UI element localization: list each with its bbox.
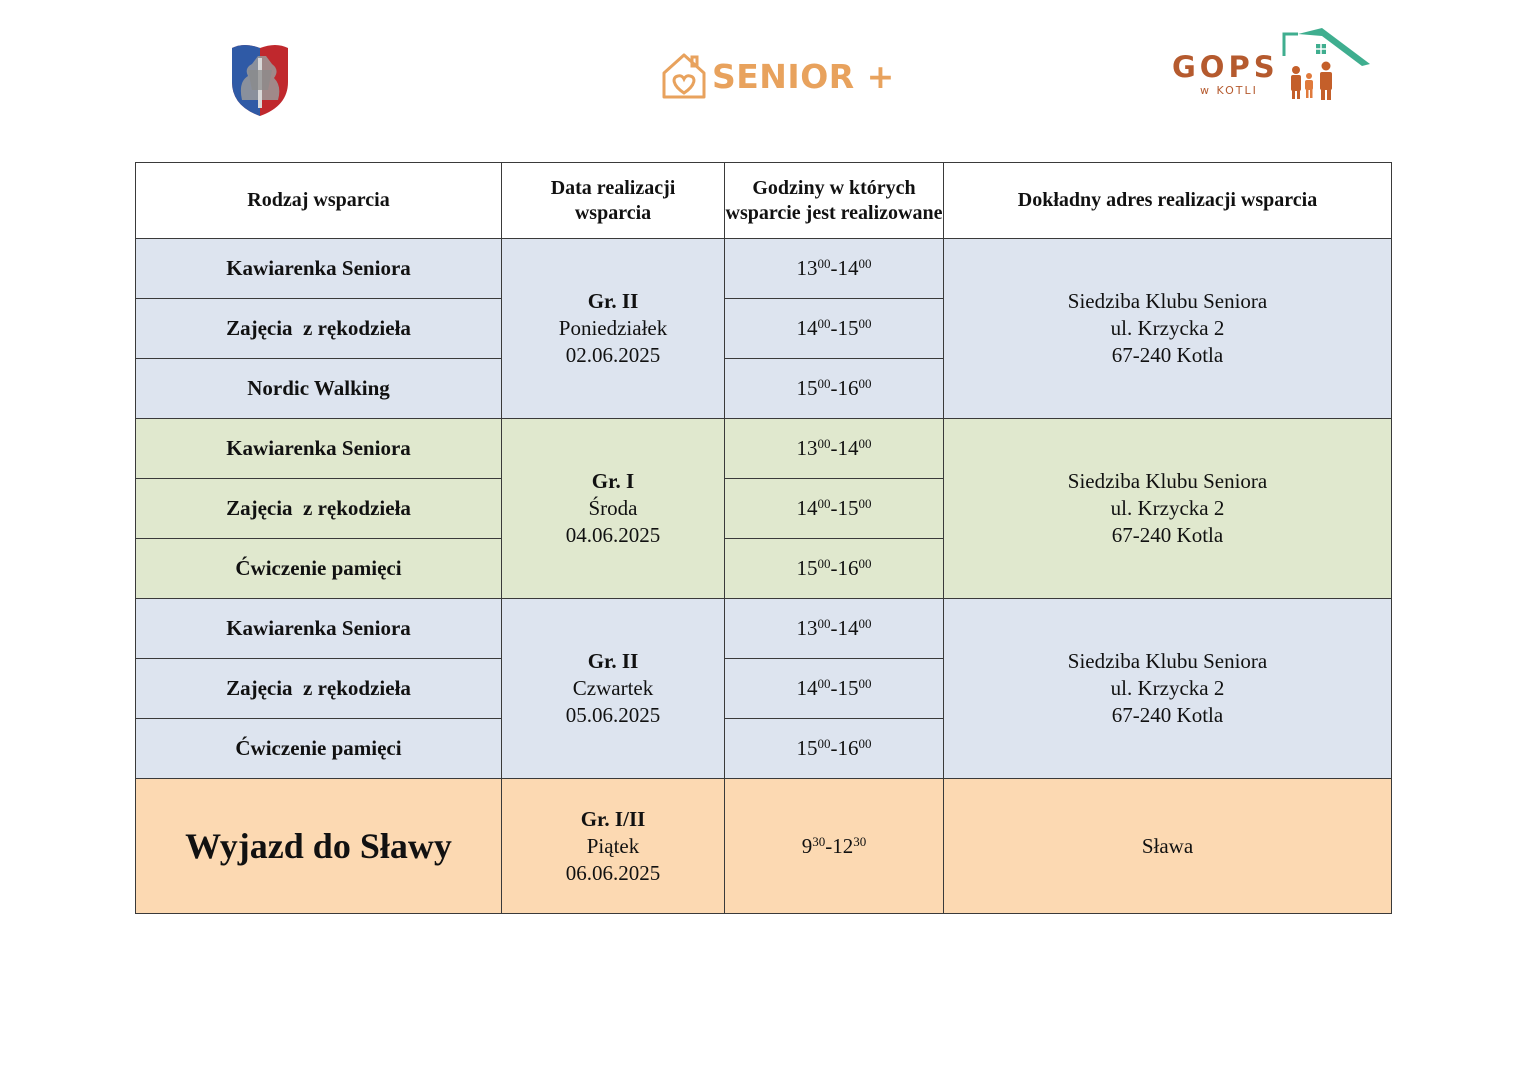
header-godziny: Godziny w których wsparcie jest realizowane: [725, 163, 944, 239]
house-heart-icon: [660, 51, 710, 101]
coat-of-arms-logo: [228, 42, 292, 118]
hours-cell: $14^{00}-15^{00}$: [725, 659, 944, 719]
activity-cell: Zajęcia z rękodzieła: [136, 299, 502, 359]
trip-date-cell: [502, 779, 725, 914]
activity-cell: Nordic Walking: [136, 359, 502, 419]
table-row: [136, 599, 1392, 659]
hours-cell: $14^{00}-15^{00}$: [725, 479, 944, 539]
hours-cell: $14^{00}-15^{00}$: [725, 299, 944, 359]
trip-address-cell: Sława: [944, 779, 1392, 914]
hours-cell: $15^{00}-16^{00}$: [725, 359, 944, 419]
activity-cell: Kawiarenka Seniora: [136, 599, 502, 659]
group-label: Gr. II: [587, 649, 639, 673]
trip-hours-cell: $9^{30}-12^{30}$: [725, 779, 944, 914]
address-cell: Siedziba Klubu Seniora ul. Krzycka 2 67-240 Kotla: [944, 599, 1392, 779]
gops-subtitle: w KOTLI: [1200, 84, 1258, 97]
activity-cell: Ćwiczenie pamięci: [136, 719, 502, 779]
header-row: [136, 163, 1392, 239]
group-label: Gr. I/II: [580, 806, 646, 831]
address-cell: Siedziba Klubu Seniora ul. Krzycka 2 67-240 Kotla: [944, 419, 1392, 599]
date-label: 05.06.2025: [565, 703, 661, 727]
gops-logo: [1170, 26, 1370, 104]
hours-cell: $13^{00}-14^{00}$: [725, 599, 944, 659]
table-row: [136, 419, 1392, 479]
activity-cell: Zajęcia z rękodzieła: [136, 479, 502, 539]
day-label: Piątek: [586, 833, 640, 858]
activity-cell: Zajęcia z rękodzieła: [136, 659, 502, 719]
gops-wordmark: GOPS: [1172, 50, 1279, 84]
hours-cell: $13^{00}-14^{00}$: [725, 239, 944, 299]
date-cell: [502, 419, 725, 599]
date-label: 06.06.2025: [565, 860, 661, 885]
header-rodzaj-wsparcia: Rodzaj wsparcia: [136, 163, 502, 239]
table-row: [136, 239, 1392, 299]
family-house-icon: [1278, 26, 1370, 102]
hours-cell: $13^{00}-14^{00}$: [725, 419, 944, 479]
address-cell: Siedziba Klubu Seniora ul. Krzycka 2 67-240 Kotla: [944, 239, 1392, 419]
header-adres: Dokładny adres realizacji wsparcia: [944, 163, 1392, 239]
date-label: 04.06.2025: [565, 523, 661, 547]
hours-cell: $15^{00}-16^{00}$: [725, 719, 944, 779]
schedule-table: [135, 162, 1392, 914]
date-cell: [502, 599, 725, 779]
date-label: 02.06.2025: [565, 343, 661, 367]
day-label: Czwartek: [572, 676, 654, 700]
senior-plus-logo: [660, 50, 895, 102]
day-label: Środa: [588, 496, 638, 520]
day-label: Poniedziałek: [558, 316, 668, 340]
activity-cell: Kawiarenka Seniora: [136, 239, 502, 299]
trip-row: [136, 779, 1392, 914]
trip-activity-cell: Wyjazd do Sławy: [136, 779, 502, 914]
group-label: Gr. II: [587, 289, 639, 313]
header-data-realizacji: Data realizacji wsparcia: [502, 163, 725, 239]
hours-cell: $15^{00}-16^{00}$: [725, 539, 944, 599]
date-cell: [502, 239, 725, 419]
activity-cell: Ćwiczenie pamięci: [136, 539, 502, 599]
activity-cell: Kawiarenka Seniora: [136, 419, 502, 479]
group-label: Gr. I: [591, 469, 635, 493]
senior-plus-text: SENIOR +: [712, 56, 895, 96]
